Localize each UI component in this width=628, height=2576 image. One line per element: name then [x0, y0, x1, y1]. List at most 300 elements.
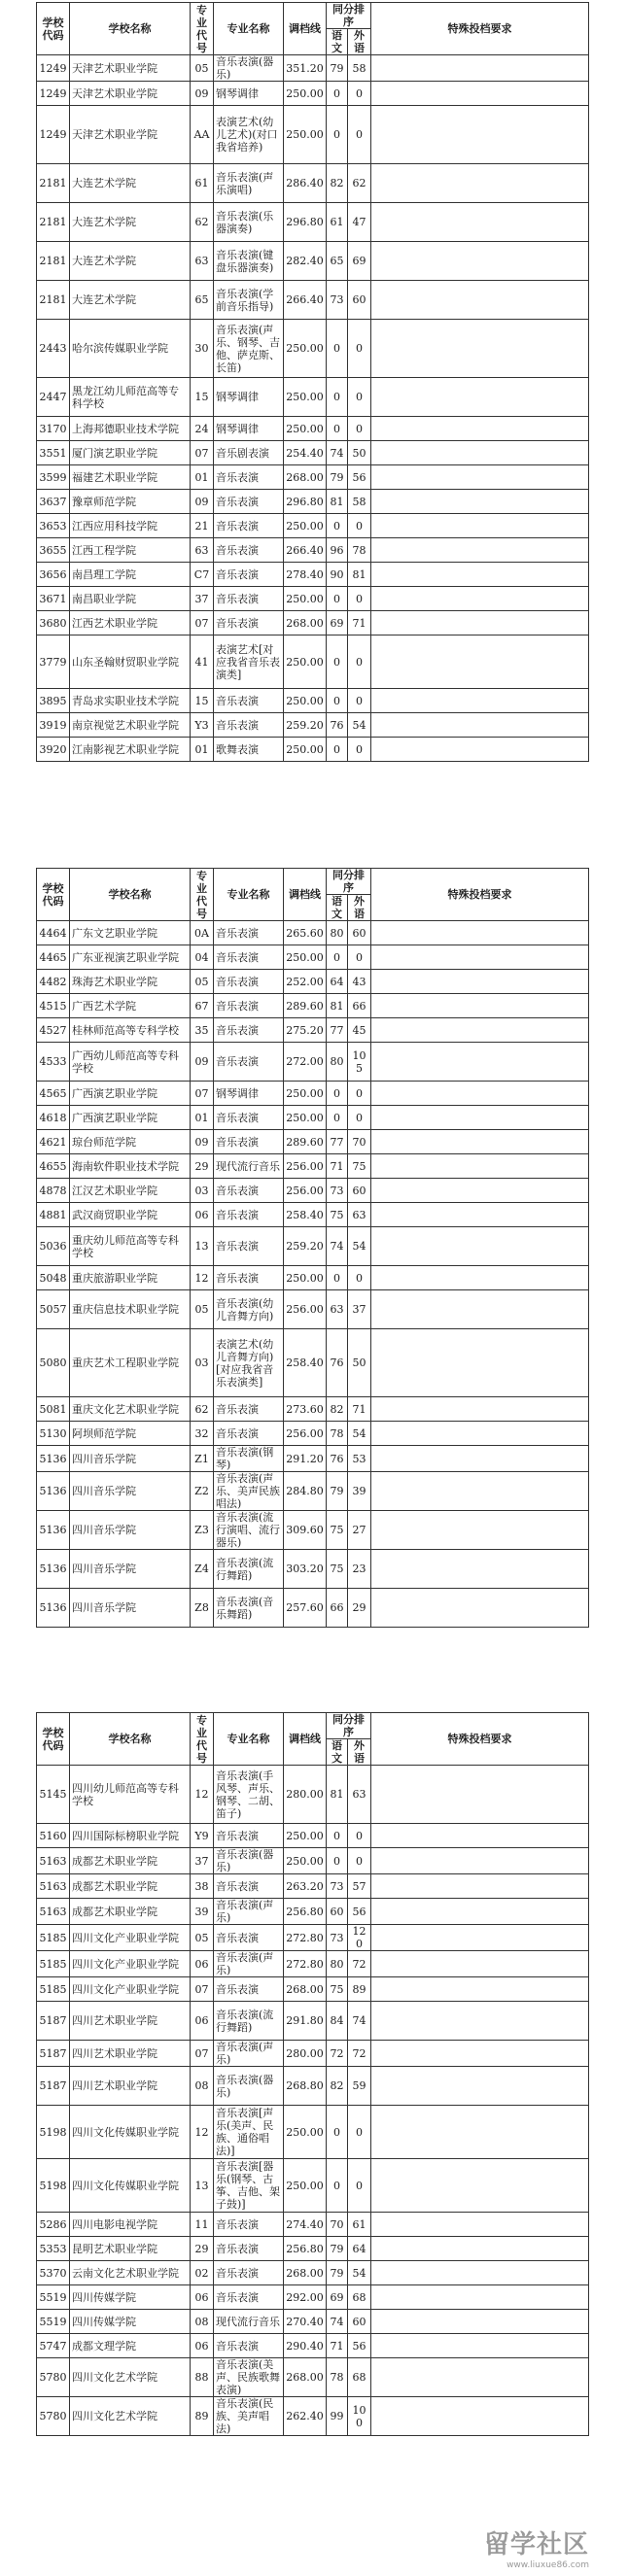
cell-school-name: 大连艺术学院	[70, 281, 191, 320]
cell-score: 272.80	[284, 1925, 327, 1951]
cell-major-code: 07	[191, 1082, 214, 1106]
cell-requirements	[371, 1422, 589, 1446]
cell-school-code: 2443	[37, 320, 70, 378]
cell-school-name: 琼台师范学院	[70, 1130, 191, 1154]
header-yuwen: 语文	[327, 1739, 348, 1766]
cell-major-code: Z1	[191, 1446, 214, 1472]
cell-major-name: 音乐表演(器乐)	[214, 1848, 284, 1874]
cell-school-name: 四川幼儿师范高等专科学校	[70, 1766, 191, 1824]
cell-major-code: 07	[191, 1977, 214, 2002]
cell-major-name: 音乐表演	[214, 1977, 284, 2002]
cell-major-code: 37	[191, 587, 214, 611]
cell-school-name: 南昌职业学院	[70, 587, 191, 611]
cell-requirements	[371, 2237, 589, 2261]
cell-major-code: 61	[191, 164, 214, 203]
cell-score: 250.00	[284, 514, 327, 538]
cell-major-code: 35	[191, 1018, 214, 1043]
cell-yuwen-rank: 78	[327, 1422, 348, 1446]
cell-yuwen-rank: 76	[327, 1446, 348, 1472]
cell-waiyu-rank: 0	[348, 587, 371, 611]
cell-school-name: 天津艺术职业学院	[70, 55, 191, 82]
cell-school-code: 5160	[37, 1824, 70, 1848]
cell-school-code: 5145	[37, 1766, 70, 1824]
cell-score: 250.00	[284, 689, 327, 713]
table-row	[37, 945, 589, 970]
cell-score: 256.80	[284, 2237, 327, 2261]
cell-major-name: 音乐表演(流行演唱、流行器乐)	[214, 1511, 284, 1550]
table-row	[37, 2310, 589, 2334]
admission-table	[36, 868, 589, 1628]
cell-score: 268.00	[284, 611, 327, 635]
cell-score: 256.00	[284, 1154, 327, 1179]
table-row	[37, 689, 589, 713]
cell-requirements	[371, 1266, 589, 1290]
table-header	[37, 3, 589, 55]
cell-major-name: 音乐表演	[214, 1874, 284, 1899]
table-row	[37, 2159, 589, 2213]
table-row	[37, 1397, 589, 1422]
cell-waiyu-rank: 64	[348, 2237, 371, 2261]
cell-school-code: 3655	[37, 538, 70, 563]
cell-waiyu-rank: 0	[348, 945, 371, 970]
cell-major-code: C7	[191, 563, 214, 587]
cell-school-code: 5136	[37, 1550, 70, 1589]
cell-yuwen-rank: 73	[327, 1874, 348, 1899]
cell-requirements	[371, 1511, 589, 1550]
cell-major-code: 06	[191, 1203, 214, 1227]
cell-major-name: 音乐表演	[214, 1227, 284, 1266]
cell-yuwen-rank: 74	[327, 1227, 348, 1266]
cell-score: 262.40	[284, 2397, 327, 2436]
cell-waiyu-rank: 56	[348, 1899, 371, 1925]
cell-requirements	[371, 1018, 589, 1043]
table-row	[37, 2106, 589, 2159]
cell-school-name: 四川艺术职业学院	[70, 2041, 191, 2067]
cell-school-code: 4655	[37, 1154, 70, 1179]
cell-score: 250.00	[284, 378, 327, 417]
table-row	[37, 970, 589, 994]
admission-table	[36, 1712, 589, 2436]
cell-score: 250.00	[284, 945, 327, 970]
cell-school-code: 3919	[37, 713, 70, 738]
cell-school-name: 广西演艺职业学院	[70, 1082, 191, 1106]
cell-yuwen-rank: 0	[327, 514, 348, 538]
cell-yuwen-rank: 73	[327, 1179, 348, 1203]
cell-score: 278.40	[284, 563, 327, 587]
cell-waiyu-rank: 47	[348, 203, 371, 242]
table-row	[37, 1550, 589, 1589]
cell-yuwen-rank: 82	[327, 164, 348, 203]
cell-school-name: 珠海艺术职业学院	[70, 970, 191, 994]
cell-waiyu-rank: 78	[348, 538, 371, 563]
cell-school-name: 福建艺术职业学院	[70, 465, 191, 490]
table-row	[37, 1154, 589, 1179]
cell-yuwen-rank: 61	[327, 203, 348, 242]
cell-major-name: 音乐表演	[214, 490, 284, 514]
cell-waiyu-rank: 29	[348, 1589, 371, 1628]
cell-score: 256.00	[284, 1179, 327, 1203]
cell-requirements	[371, 1824, 589, 1848]
cell-requirements	[371, 2002, 589, 2041]
table-row	[37, 738, 589, 762]
cell-school-code: 5187	[37, 2067, 70, 2106]
header-score: 调档线	[284, 3, 327, 55]
cell-yuwen-rank: 72	[327, 2041, 348, 2067]
cell-waiyu-rank: 68	[348, 2358, 371, 2397]
cell-major-code: 09	[191, 490, 214, 514]
table-body	[37, 55, 589, 762]
cell-score: 250.00	[284, 2106, 327, 2159]
cell-yuwen-rank: 81	[327, 1766, 348, 1824]
cell-school-code: 3653	[37, 514, 70, 538]
cell-waiyu-rank: 0	[348, 417, 371, 441]
cell-major-code: 02	[191, 2261, 214, 2285]
cell-waiyu-rank: 0	[348, 320, 371, 378]
cell-major-code: Y3	[191, 713, 214, 738]
cell-school-code: 4533	[37, 1043, 70, 1082]
header-school-code: 学校代码	[37, 3, 70, 55]
cell-waiyu-rank: 54	[348, 2261, 371, 2285]
cell-major-name: 表演艺术(幼儿音舞方向)[对应我省音乐表演类]	[214, 1329, 284, 1397]
cell-score: 250.00	[284, 587, 327, 611]
cell-major-code: 21	[191, 514, 214, 538]
cell-waiyu-rank: 71	[348, 611, 371, 635]
cell-school-code: 5136	[37, 1446, 70, 1472]
cell-school-code: 1249	[37, 82, 70, 106]
table-page-3	[36, 1712, 588, 2436]
cell-major-name: 音乐表演(流行舞蹈)	[214, 2002, 284, 2041]
table-row	[37, 611, 589, 635]
cell-major-name: 音乐表演	[214, 1130, 284, 1154]
cell-major-code: 24	[191, 417, 214, 441]
cell-waiyu-rank: 56	[348, 2334, 371, 2358]
cell-score: 250.00	[284, 320, 327, 378]
cell-school-name: 四川文化艺术学院	[70, 2358, 191, 2397]
table-row	[37, 1203, 589, 1227]
cell-school-name: 南京视觉艺术职业学院	[70, 713, 191, 738]
cell-school-name: 重庆信息技术职业学院	[70, 1290, 191, 1329]
cell-requirements	[371, 1472, 589, 1511]
cell-waiyu-rank: 70	[348, 1130, 371, 1154]
cell-score: 282.40	[284, 242, 327, 281]
cell-score: 250.00	[284, 1266, 327, 1290]
table-row	[37, 1824, 589, 1848]
cell-school-name: 阿坝师范学院	[70, 1422, 191, 1446]
cell-school-code: 4527	[37, 1018, 70, 1043]
cell-major-name: 表演艺术[对应我省音乐表演类]	[214, 635, 284, 689]
cell-requirements	[371, 945, 589, 970]
header-major-code: 专业代号	[191, 3, 214, 55]
cell-score: 290.40	[284, 2334, 327, 2358]
cell-score: 259.20	[284, 713, 327, 738]
header-score: 调档线	[284, 1713, 327, 1766]
cell-school-code: 3637	[37, 490, 70, 514]
cell-major-code: 05	[191, 55, 214, 82]
cell-yuwen-rank: 96	[327, 538, 348, 563]
cell-waiyu-rank: 0	[348, 635, 371, 689]
cell-school-name: 四川国际标榜职业学院	[70, 1824, 191, 1848]
cell-major-code: 09	[191, 82, 214, 106]
cell-score: 265.60	[284, 921, 327, 945]
cell-major-code: Y9	[191, 1824, 214, 1848]
cell-major-name: 音乐表演	[214, 1018, 284, 1043]
header-school-code: 学校代码	[37, 869, 70, 921]
cell-requirements	[371, 1106, 589, 1130]
cell-major-code: 62	[191, 1397, 214, 1422]
table-row	[37, 1925, 589, 1951]
cell-score: 291.80	[284, 2002, 327, 2041]
header-school-name: 学校名称	[70, 869, 191, 921]
cell-school-code: 1249	[37, 106, 70, 164]
table-row	[37, 82, 589, 106]
cell-school-code: 5198	[37, 2106, 70, 2159]
cell-requirements	[371, 1043, 589, 1082]
cell-school-name: 四川音乐学院	[70, 1589, 191, 1628]
cell-school-name: 江西艺术职业学院	[70, 611, 191, 635]
header-school-name: 学校名称	[70, 3, 191, 55]
cell-school-code: 3599	[37, 465, 70, 490]
cell-school-code: 3170	[37, 417, 70, 441]
cell-requirements	[371, 1397, 589, 1422]
cell-score: 272.80	[284, 1951, 327, 1977]
cell-waiyu-rank: 37	[348, 1290, 371, 1329]
cell-requirements	[371, 1179, 589, 1203]
cell-school-name: 重庆旅游职业学院	[70, 1266, 191, 1290]
cell-school-name: 广东亚视演艺职业学院	[70, 945, 191, 970]
cell-score: 289.60	[284, 994, 327, 1018]
cell-school-code: 4482	[37, 970, 70, 994]
cell-score: 252.00	[284, 970, 327, 994]
cell-school-name: 南昌理工学院	[70, 563, 191, 587]
cell-school-name: 成都艺术职业学院	[70, 1874, 191, 1899]
cell-yuwen-rank: 0	[327, 635, 348, 689]
table-body	[37, 921, 589, 1628]
cell-waiyu-rank: 58	[348, 55, 371, 82]
header-rank: 同分排序	[327, 3, 371, 29]
cell-waiyu-rank: 61	[348, 2213, 371, 2237]
table-row	[37, 2002, 589, 2041]
cell-school-name: 黑龙江幼儿师范高等专科学校	[70, 378, 191, 417]
cell-waiyu-rank: 0	[348, 1824, 371, 1848]
cell-school-name: 重庆艺术工程职业学院	[70, 1329, 191, 1397]
cell-major-name: 音乐表演	[214, 713, 284, 738]
cell-major-name: 音乐表演	[214, 945, 284, 970]
table-row	[37, 242, 589, 281]
cell-score: 250.00	[284, 2159, 327, 2213]
cell-yuwen-rank: 66	[327, 1589, 348, 1628]
cell-waiyu-rank: 60	[348, 2310, 371, 2334]
cell-score: 250.00	[284, 635, 327, 689]
cell-yuwen-rank: 0	[327, 320, 348, 378]
cell-major-code: 30	[191, 320, 214, 378]
table-row	[37, 1899, 589, 1925]
cell-major-code: 38	[191, 1874, 214, 1899]
cell-major-code: 07	[191, 611, 214, 635]
cell-major-name: 音乐表演	[214, 1422, 284, 1446]
cell-major-code: 13	[191, 1227, 214, 1266]
cell-school-name: 成都艺术职业学院	[70, 1899, 191, 1925]
cell-school-name: 昆明艺术职业学院	[70, 2237, 191, 2261]
cell-major-name: 音乐表演(声乐、钢琴、吉他、萨克斯、长笛)	[214, 320, 284, 378]
cell-major-name: 音乐表演(手风琴、声乐、钢琴、二胡、笛子)	[214, 1766, 284, 1824]
cell-school-code: 5780	[37, 2358, 70, 2397]
cell-requirements	[371, 738, 589, 762]
cell-major-name: 音乐表演(美声、民族歌舞表演)	[214, 2358, 284, 2397]
cell-major-name: 音乐表演	[214, 514, 284, 538]
cell-requirements	[371, 2159, 589, 2213]
cell-school-code: 5286	[37, 2213, 70, 2237]
table-row	[37, 2237, 589, 2261]
cell-requirements	[371, 2397, 589, 2436]
table-row	[37, 378, 589, 417]
cell-major-name: 现代流行音乐	[214, 1154, 284, 1179]
cell-score: 250.00	[284, 1848, 327, 1874]
cell-yuwen-rank: 79	[327, 55, 348, 82]
cell-major-name: 音乐表演(民族、美声唱法)	[214, 2397, 284, 2436]
table-row	[37, 1082, 589, 1106]
cell-requirements	[371, 635, 589, 689]
table-row	[37, 921, 589, 945]
cell-major-code: 01	[191, 738, 214, 762]
cell-school-code: 5519	[37, 2310, 70, 2334]
cell-yuwen-rank: 84	[327, 2002, 348, 2041]
cell-waiyu-rank: 0	[348, 1082, 371, 1106]
table-row	[37, 1589, 589, 1628]
table-row	[37, 538, 589, 563]
cell-school-name: 广西幼儿师范高等专科学校	[70, 1043, 191, 1082]
cell-score: 268.00	[284, 2358, 327, 2397]
cell-waiyu-rank: 72	[348, 1951, 371, 1977]
table-row	[37, 1179, 589, 1203]
header-major-name: 专业名称	[214, 3, 284, 55]
cell-waiyu-rank: 62	[348, 164, 371, 203]
cell-major-code: Z8	[191, 1589, 214, 1628]
cell-school-code: 3895	[37, 689, 70, 713]
cell-school-name: 海南软件职业技术学院	[70, 1154, 191, 1179]
cell-major-code: 09	[191, 1130, 214, 1154]
cell-score: 275.20	[284, 1018, 327, 1043]
cell-school-name: 四川音乐学院	[70, 1472, 191, 1511]
header-school-code: 学校代码	[37, 1713, 70, 1766]
cell-waiyu-rank: 71	[348, 1397, 371, 1422]
cell-waiyu-rank: 0	[348, 738, 371, 762]
cell-score: 273.60	[284, 1397, 327, 1422]
cell-school-code: 4465	[37, 945, 70, 970]
cell-major-code: 05	[191, 970, 214, 994]
table-row	[37, 320, 589, 378]
cell-school-name: 大连艺术学院	[70, 203, 191, 242]
cell-school-name: 广西演艺职业学院	[70, 1106, 191, 1130]
cell-major-code: 29	[191, 1154, 214, 1179]
cell-major-code: 07	[191, 441, 214, 465]
cell-school-name: 云南文化艺术职业学院	[70, 2261, 191, 2285]
cell-waiyu-rank: 50	[348, 441, 371, 465]
cell-major-code: AA	[191, 106, 214, 164]
cell-score: 292.00	[284, 2285, 327, 2310]
cell-waiyu-rank: 43	[348, 970, 371, 994]
header-requirements: 特殊投档要求	[371, 1713, 589, 1766]
header-major-code: 专业代号	[191, 1713, 214, 1766]
cell-score: 250.00	[284, 1082, 327, 1106]
cell-requirements	[371, 378, 589, 417]
cell-major-name: 音乐表演(声乐演唱)	[214, 164, 284, 203]
header-waiyu: 外语	[348, 895, 371, 921]
table-row	[37, 2285, 589, 2310]
table-row	[37, 2213, 589, 2237]
cell-major-code: 0A	[191, 921, 214, 945]
cell-major-name: 音乐表演	[214, 1203, 284, 1227]
cell-school-name: 四川音乐学院	[70, 1550, 191, 1589]
table-row	[37, 1290, 589, 1329]
cell-major-name: 音乐表演	[214, 1179, 284, 1203]
cell-waiyu-rank: 39	[348, 1472, 371, 1511]
cell-school-code: 5198	[37, 2159, 70, 2213]
cell-score: 250.00	[284, 738, 327, 762]
cell-score: 272.00	[284, 1043, 327, 1082]
cell-score: 256.00	[284, 1422, 327, 1446]
table-page-2	[36, 868, 588, 1628]
cell-yuwen-rank: 60	[327, 1899, 348, 1925]
cell-major-name: 音乐表演(流行舞蹈)	[214, 1550, 284, 1589]
cell-school-code: 5519	[37, 2285, 70, 2310]
cell-score: 270.40	[284, 2310, 327, 2334]
header-school-name: 学校名称	[70, 1713, 191, 1766]
cell-score: 250.00	[284, 417, 327, 441]
cell-major-name: 音乐表演	[214, 611, 284, 635]
cell-requirements	[371, 164, 589, 203]
cell-school-name: 山东圣翰财贸职业学院	[70, 635, 191, 689]
cell-requirements	[371, 106, 589, 164]
cell-major-code: 03	[191, 1329, 214, 1397]
cell-school-code: 5370	[37, 2261, 70, 2285]
cell-school-code: 3656	[37, 563, 70, 587]
cell-major-code: 67	[191, 994, 214, 1018]
cell-waiyu-rank: 66	[348, 994, 371, 1018]
cell-waiyu-rank: 60	[348, 281, 371, 320]
cell-yuwen-rank: 63	[327, 1290, 348, 1329]
cell-school-name: 大连艺术学院	[70, 242, 191, 281]
table-row	[37, 2067, 589, 2106]
cell-school-name: 武汉商贸职业学院	[70, 1203, 191, 1227]
cell-major-name: 音乐表演(学前音乐指导)	[214, 281, 284, 320]
cell-waiyu-rank: 0	[348, 2159, 371, 2213]
cell-school-code: 4464	[37, 921, 70, 945]
table-row	[37, 1472, 589, 1511]
cell-major-name: 音乐表演	[214, 1397, 284, 1422]
cell-major-code: 65	[191, 281, 214, 320]
cell-major-code: 06	[191, 2285, 214, 2310]
header-row	[37, 3, 589, 29]
cell-score: 286.40	[284, 164, 327, 203]
cell-major-code: Z4	[191, 1550, 214, 1589]
header-score: 调档线	[284, 869, 327, 921]
cell-school-name: 四川文化传媒职业学院	[70, 2106, 191, 2159]
cell-yuwen-rank: 77	[327, 1130, 348, 1154]
cell-school-code: 4515	[37, 994, 70, 1018]
cell-yuwen-rank: 73	[327, 281, 348, 320]
cell-waiyu-rank: 59	[348, 2067, 371, 2106]
table-header	[37, 869, 589, 921]
cell-score: 268.80	[284, 2067, 327, 2106]
cell-score: 280.00	[284, 2041, 327, 2067]
cell-major-code: 12	[191, 2106, 214, 2159]
table-page-1	[36, 2, 588, 762]
cell-school-name: 四川文化产业职业学院	[70, 1951, 191, 1977]
cell-waiyu-rank: 72	[348, 2041, 371, 2067]
table-row	[37, 2397, 589, 2436]
cell-school-name: 厦门演艺职业学院	[70, 441, 191, 465]
cell-major-code: Z3	[191, 1511, 214, 1550]
